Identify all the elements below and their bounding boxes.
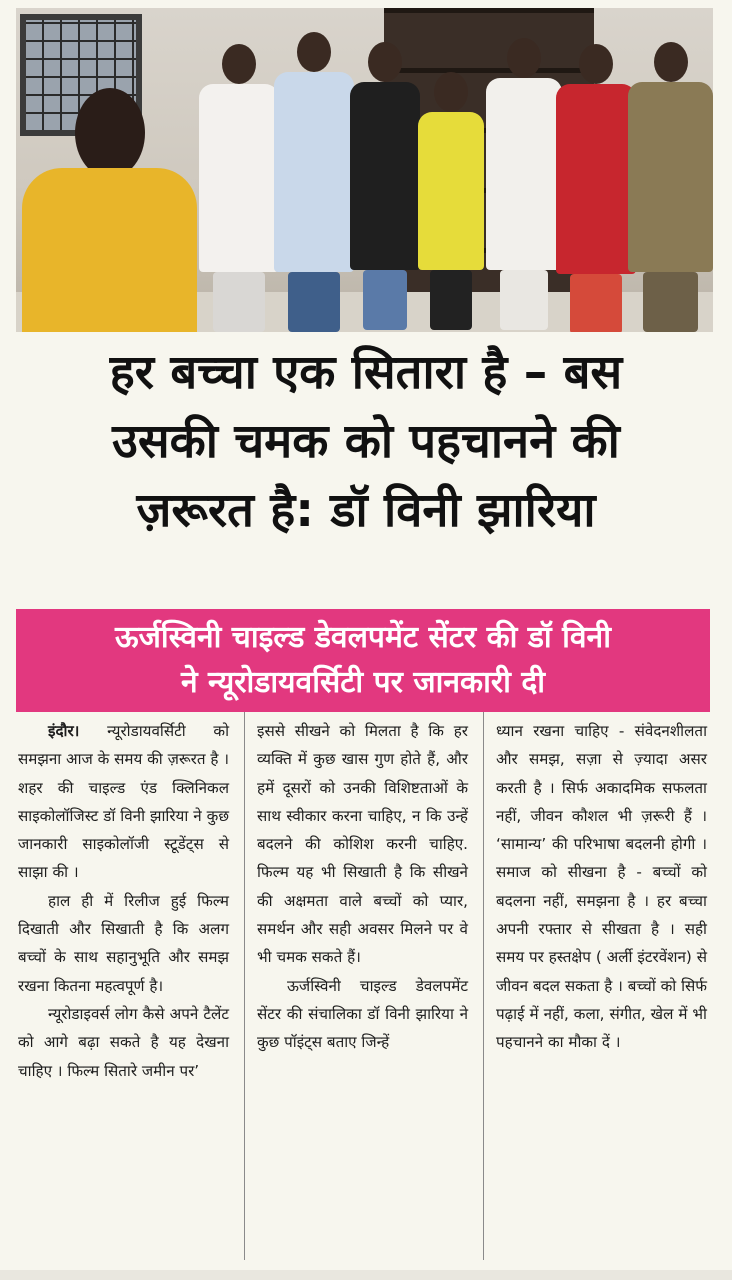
photo-person: [628, 42, 713, 332]
article-paragraph: इससे सीखने को मिलता है कि हर व्यक्ति में कुछ खास गुण होते हैं, और हमें दूसरों को उनकी विशिष्टताओं के साथ स्वीकार करना चाहिए, न कि उन्हें बदलने की कोशिश करनी चाहिए. फिल्म यह भी सिखाती है कि सीखने की अक्षमता वाले बच्चों को प्यार, समर्थन और सही अवसर मिलने पर वे भी चमक सकते हैं।: [257, 722, 468, 967]
article-paragraph: इंदौर। न्यूरोडायवर्सिटी को समझना आज के समय की ज़रूरत है । शहर की चाइल्ड एंड क्लिनिकल साइकोलॉजिस्ट डॉ विनी झारिया ने कुछ जानकारी साइकोलॉजी स्टूडेंट्स से साझा की ।: [18, 722, 229, 882]
column-divider: [483, 712, 484, 1260]
subheadline-banner: [16, 609, 710, 712]
article-column-2: [257, 717, 468, 1057]
article-paragraph: न्यूरोडाइवर्स लोग कैसे अपने टैलेंट को आगे बढ़ा सकते है यह देखना चाहिए । फिल्म सितारे जमीन पर’: [18, 1004, 229, 1080]
subheadline-line-2: ने न्यूरोडायवर्सिटी पर जानकारी दी: [180, 665, 546, 700]
article-paragraph: ऊर्जस्विनी चाइल्ड डेवलपमेंट सेंटर की संचालिका डॉ विनी झारिया ने कुछ पॉइंट्स बताए जिन्हें: [257, 976, 468, 1052]
photo-person: [274, 32, 354, 332]
article-paragraph: हाल ही में रिलीज हुई फिल्म दिखाती और सिखाती है कि अलग बच्चों के साथ सहानुभूति और समझ रखना कितना महत्वपूर्ण है।: [18, 891, 229, 995]
article-column-1: [18, 717, 229, 1085]
photo-person-speaker: [22, 88, 197, 332]
photo-person: [556, 44, 636, 332]
news-photo: [16, 8, 713, 332]
article-paragraph: ध्यान रखना चाहिए - संवेदनशीलता और समझ, सज़ा से ज़्यादा असर करती है । सिर्फ अकादमिक सफलता नहीं, जीवन कौशल भी ज़रूरी हैं । ‘सामान्य’ की परिभाषा बदलनी होगी । समाज को सीखना है - बच्चों को बदलना नहीं, समझना है । हर बच्चा अपनी रफ्तार से सीखता है । सही समय पर हस्तक्षेप ( अर्ली इंटरवेंशन) से जीवन बदल सकता है । बच्चों को सिर्फ पढ़ाई में नहीं, कला, संगीत, खेल में भी पहचानने का मौका दें ।: [496, 722, 707, 1052]
photo-person: [418, 72, 484, 330]
photo-person: [350, 42, 420, 330]
dateline: इंदौर।: [48, 722, 80, 740]
photo-person: [199, 44, 279, 332]
article-column-3: [496, 717, 707, 1057]
headline: [0, 338, 732, 545]
page-bottom-edge: [0, 1270, 732, 1280]
column-divider: [244, 712, 245, 1260]
photo-person: [486, 38, 562, 330]
headline-line-1: हर बच्चा एक सितारा है – बस: [109, 345, 623, 400]
subheadline-line-1: ऊर्जस्विनी चाइल्ड डेवलपमेंट सेंटर की डॉ विनी: [115, 620, 611, 655]
headline-line-3: ज़रूरत है: डॉ विनी झारिया: [136, 483, 596, 538]
headline-line-2: उसकी चमक को पहचानने की: [112, 414, 620, 469]
